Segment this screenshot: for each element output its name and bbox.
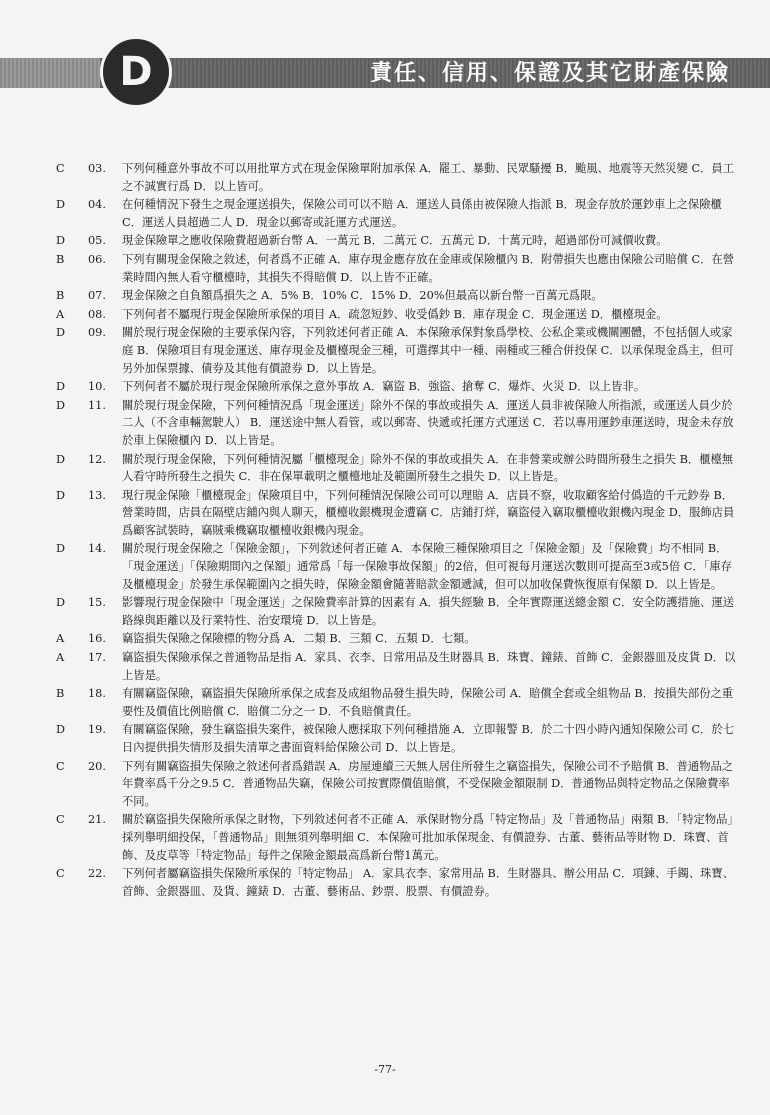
question-text: 下列何種意外事故不可以用批單方式在現金保險單附加承保 A．罷工、暴動、民眾騷擾 B．颱風、地震等天然災變 C．員工之不誠實行爲 D．以上皆可。 — [122, 162, 735, 193]
answer-key: D — [56, 488, 66, 502]
chapter-title: 責任、信用、保證及其它財產保險 — [369, 61, 730, 86]
question-item — [56, 487, 736, 540]
question-item — [56, 649, 736, 684]
answer-key: D — [56, 380, 66, 394]
question-number: 22. — [88, 867, 106, 881]
question-number: 19. — [88, 723, 106, 737]
question-text: 關於現行現金保險，下列何種情況屬「櫃檯現金」除外不保的事故或損失 A．在非營業或辦公時間所發生之損失 B．櫃檯無人看守時所發生之損失 C．非在保單載明之櫃檯地址及範圍所發生之損失 D．以上皆是。 — [122, 452, 734, 484]
question-item — [56, 685, 736, 720]
question-text: 竊盜損失保險之保險標的物分爲 A．二類 B．三類 C．五類 D．七類。 — [122, 632, 476, 646]
question-text: 關於現行現金保險之「保險金額」，下列敘述何者正確 A．本保險三種保險項目之「保險金額」及「保險費」均不相同 B．「現金運送」「保險期間內之保額」通常爲「每一保險事故保額」的2倍，但可視每月運送次數則可提高至3或5倍 C．「庫存及櫃檯現金」於發生承保範圍內之損失時，保險金額會隨著賠款金額遞減，但可以加收保費恢復原有保額 D．以上皆是。 — [122, 542, 732, 591]
question-item — [56, 865, 736, 900]
question-item — [56, 630, 736, 648]
question-text: 現金保險之自負額爲損失之 A．5% B．10% C．15% D．20%但最高以新台幣一百萬元爲限。 — [122, 289, 603, 303]
answer-key: A — [56, 632, 65, 646]
question-item — [56, 324, 736, 377]
question-number: 03. — [88, 162, 106, 175]
question-text: 現行現金保險「櫃檯現金」保險項目中，下列何種情況保險公司可以理賠 A．店員不察，收取顧客給付僞造的千元鈔券 B．營業時間，店員在隔壁店鋪內與人聊天，櫃檯收銀機現金遭竊 C．店鋪打烊，竊盜侵入竊取櫃檯收銀機內現金 D．服飾店員爲顧客試裝時，竊賊乘機竊取櫃檯收銀機內現金。 — [122, 488, 735, 537]
answer-key: D — [56, 398, 66, 412]
answer-key: C — [56, 162, 65, 175]
question-text: 現金保險單之應收保險費超過新台幣 A．一萬元 B．二萬元 C．五萬元 D．十萬元時，超過部份可減價收費。 — [122, 234, 668, 248]
page-header — [0, 0, 770, 120]
question-item — [56, 306, 736, 324]
question-text: 下列何者不屬於現行現金保險所承保之意外事故 A．竊盜 B．強盜、搶奪 C．爆炸、火災 D．以上皆非。 — [122, 380, 645, 394]
answer-key: D — [56, 326, 66, 340]
question-number: 11. — [88, 398, 106, 412]
question-text: 下列有關現金保險之敘述，何者爲不正確 A．庫存現金應存放在金庫或保險櫃內 B．附帶損失也應由保險公司賠償 C．在營業時間內無人看守櫃檯時，其損失不得賠償 D．以上皆不正確。 — [122, 252, 735, 284]
question-text: 有關竊盜保險，發生竊盜損失案件，被保險人應採取下列何種措施 A．立即報警 B．於二十四小時內通知保險公司 C．於七日內提供損失情形及損失清單之書面資料給保險公司 D．以上皆是。 — [122, 723, 735, 754]
question-number: 05. — [88, 234, 106, 248]
question-number: 15. — [88, 596, 106, 610]
question-number: 10. — [88, 380, 106, 394]
question-item — [56, 160, 736, 195]
header-band-left — [0, 58, 100, 88]
question-item — [56, 594, 736, 629]
question-number: 06. — [88, 252, 106, 266]
question-item — [56, 287, 736, 305]
question-number: 08. — [88, 307, 106, 321]
question-item — [56, 811, 736, 864]
question-text: 在何種情況下發生之現金運送損失，保險公司可以不賠 A．運送人員係由被保險人指派 B．現金存放於運鈔車上之保險櫃 C．運送人員超過二人 D．現金以郵寄或託運方式運送。 — [122, 198, 722, 229]
answer-key: D — [56, 596, 66, 610]
question-text: 影響現行現金保險中「現金運送」之保險費率計算的因素有 A．損失經驗 B．全年實際運送總金額 C．安全防護措施、運送路線與距離以及行業特性、治安環境 D．以上皆是。 — [122, 596, 735, 627]
chapter-logo: D — [100, 36, 172, 108]
question-item — [56, 251, 736, 286]
page-number: -77- — [374, 1063, 396, 1076]
question-text: 關於竊盜損失保險所承保之財物，下列敘述何者不正確 A．承保財物分爲「特定物品」及「普通物品」兩類 B．「特定物品」採列舉明細投保，「普通物品」則無須列舉明細 C．本保險可批加承保現金、有價證券、古董、藝術品等財物 D．珠寶、首飾、及皮草等「特定物品」每件之保險金額最高爲新台幣1萬元。 — [122, 813, 734, 862]
question-number: 13. — [88, 488, 106, 502]
answer-key: D — [56, 542, 66, 556]
question-text: 下列有關竊盜損失保險之敘述何者爲錯誤 A．房屋連續三天無人居住所發生之竊盜損失，保險公司不予賠償 B．普通物品之年費率爲千分之9.5 C．普通物品失竊，保險公司按實際價值賠償，不受保險金額限制 D．普通物品與特定物品之保險費率不同。 — [122, 759, 734, 808]
question-item — [56, 540, 736, 593]
question-item — [56, 378, 736, 396]
question-number: 17. — [88, 651, 106, 665]
answer-key: D — [56, 723, 66, 737]
answer-key: B — [56, 687, 65, 701]
answer-key: B — [56, 289, 65, 303]
question-list — [56, 160, 736, 901]
question-text: 竊盜損失保險承保之普通物品是指 A．家具、衣李、日常用品及生財器具 B．珠寶、鐘錶、首飾 C．金銀器皿及皮貨 D．以上皆是。 — [122, 651, 736, 682]
answer-key: D — [56, 234, 66, 248]
answer-key: B — [56, 252, 65, 266]
question-number: 09. — [88, 326, 106, 340]
question-item — [56, 196, 736, 231]
question-text: 下列何者不屬現行現金保險所承保的項目 A．疏忽短鈔、收受僞鈔 B．庫存現金 C．現金運送 D．櫃檯現金。 — [122, 307, 668, 321]
answer-key: C — [56, 759, 65, 773]
question-text: 關於現行現金保險，下列何種情況爲「現金運送」除外不保的事故或損失 A．運送人員非被保險人所指派，或運送人員少於二人（不含車輛駕駛人） B．運送途中無人看管，或以郵寄、快遞或托運方式運送 C．若以專用運鈔車運送時，現金未存放於車上保險櫃內 D．以上皆是。 — [122, 398, 734, 447]
question-text: 下列何者屬竊盜損失保險所承保的「特定物品」 A．家具衣李、家常用品 B．生財器具、辦公用品 C．項鍊、手鐲、珠寶、首飾、金銀器皿、及貨、鐘錶 D．古董、藝術品、鈔票、股票、有價證券。 — [122, 867, 735, 898]
question-text: 關於現行現金保險的主要承保內容，下列敘述何者正確 A．本保險承保對象爲學校、公私企業或機關團體，不包括個人或家庭 B．保險項目有現金運送、庫存現金及櫃檯現金三種，可選擇其中一種、兩種或三種合併投保 C．以承保現金爲主，但可另外加保票據、債券及其他有價證券 D．以上皆是。 — [122, 326, 734, 375]
answer-key: D — [56, 198, 66, 212]
answer-key: A — [56, 307, 65, 321]
answer-key: A — [56, 651, 65, 665]
question-text: 有關竊盜保險，竊盜損失保險所承保之成套及成組物品發生損失時，保險公司 A．賠償全套或全組物品 B．按損失部份之重要性及價值比例賠償 C．賠償二分之一 D．不負賠償責任。 — [122, 687, 734, 718]
question-number: 16. — [88, 632, 106, 646]
question-item — [56, 758, 736, 811]
question-number: 14. — [88, 542, 106, 556]
answer-key: C — [56, 813, 65, 827]
question-number: 18. — [88, 687, 106, 701]
question-number: 07. — [88, 289, 106, 303]
answer-key: D — [56, 452, 66, 466]
answer-key: C — [56, 867, 65, 881]
question-number: 21. — [88, 813, 106, 827]
question-item — [56, 721, 736, 756]
question-number: 12. — [88, 452, 106, 466]
question-item — [56, 232, 736, 250]
question-number: 20. — [88, 759, 106, 773]
question-item — [56, 397, 736, 450]
question-item — [56, 451, 736, 486]
question-number: 04. — [88, 198, 106, 212]
